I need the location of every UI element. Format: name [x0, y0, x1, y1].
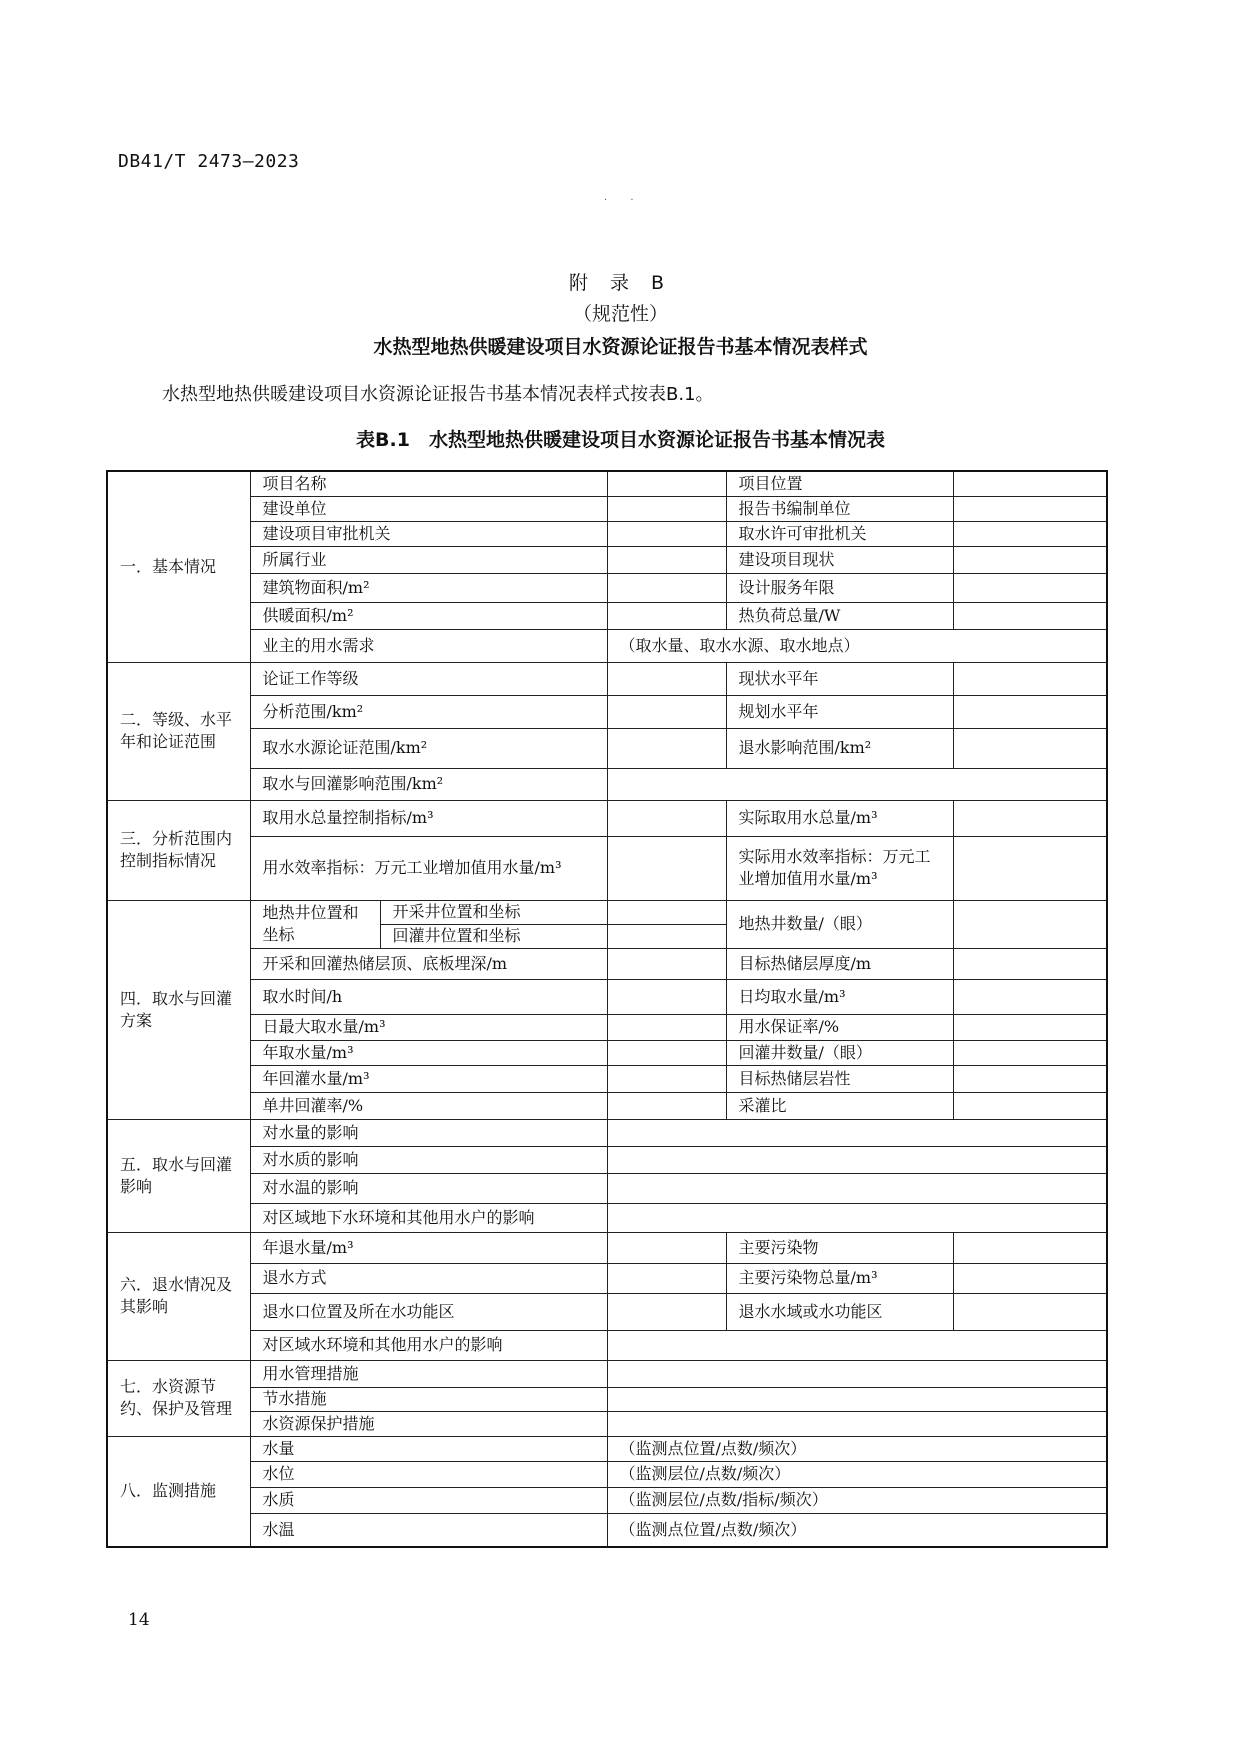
value-project-name[interactable]: [607, 471, 726, 496]
label-construction-unit: 建设单位: [250, 496, 607, 521]
value-monitor-temperature[interactable]: （监测点位置/点数/频次）: [607, 1513, 1107, 1547]
value-reservoir-thickness[interactable]: [953, 948, 1107, 979]
value-temperature-impact[interactable]: [607, 1173, 1107, 1203]
label-groundwater-impact: 对区域地下水环境和其他用水户的影响: [250, 1203, 607, 1232]
label-project-location: 项目位置: [726, 471, 953, 496]
label-monitor-level: 水位: [250, 1461, 607, 1487]
value-permit-authority[interactable]: [953, 521, 1107, 546]
value-outlet-location[interactable]: [607, 1293, 726, 1330]
label-work-grade: 论证工作等级: [250, 662, 607, 695]
label-actual-efficiency: 实际用水效率指标：万元工业增加值用水量/m³: [726, 836, 953, 900]
intro-paragraph: 水热型地热供暖建设项目水资源论证报告书基本情况表样式按表B.1。: [162, 384, 714, 405]
label-analysis-range: 分析范围/km²: [250, 695, 607, 728]
section-1-title: 一．基本情况: [107, 471, 250, 662]
label-industry: 所属行业: [250, 546, 607, 573]
value-analysis-range[interactable]: [607, 695, 726, 728]
section-2-title: 二．等级、水平年和论证范围: [107, 662, 250, 800]
label-heating-area: 供暖面积/m²: [250, 602, 607, 629]
decorative-dots: . .: [604, 192, 644, 203]
label-drainage-method: 退水方式: [250, 1263, 607, 1293]
value-drainage-method[interactable]: [607, 1263, 726, 1293]
label-service-years: 设计服务年限: [726, 573, 953, 602]
label-permit-authority: 取水许可审批机关: [726, 521, 953, 546]
value-project-location[interactable]: [953, 471, 1107, 496]
appendix-label: 附 录 B: [568, 272, 673, 294]
value-main-pollutant[interactable]: [953, 1232, 1107, 1263]
value-production-well[interactable]: [607, 900, 726, 924]
label-main-pollutant: 主要污染物: [726, 1232, 953, 1263]
label-report-unit: 报告书编制单位: [726, 496, 953, 521]
value-extraction-ratio[interactable]: [953, 1092, 1107, 1119]
label-quality-impact: 对水质的影响: [250, 1146, 607, 1173]
value-approval-authority[interactable]: [607, 521, 726, 546]
section-5-title: 五．取水与回灌影响: [107, 1119, 250, 1232]
appendix-title: 水热型地热供暖建设项目水资源论证报告书基本情况表样式: [373, 336, 868, 358]
label-reservoir-thickness: 目标热储层厚度/m: [726, 948, 953, 979]
value-industry[interactable]: [607, 546, 726, 573]
label-recharge-range: 取水与回灌影响范围/km²: [250, 768, 607, 800]
label-quantity-impact: 对水量的影响: [250, 1119, 607, 1146]
section-3-title: 三．分析范围内控制指标情况: [107, 800, 250, 900]
value-project-status[interactable]: [953, 546, 1107, 573]
label-withdrawal-time: 取水时间/h: [250, 979, 607, 1014]
label-single-well-rate: 单井回灌率/%: [250, 1092, 607, 1119]
value-monitor-level[interactable]: （监测层位/点数/频次）: [607, 1461, 1107, 1487]
value-saving-measures[interactable]: [607, 1387, 1107, 1411]
value-building-area[interactable]: [607, 573, 726, 602]
value-heating-area[interactable]: [607, 602, 726, 629]
value-annual-withdrawal[interactable]: [607, 1040, 726, 1065]
value-recharge-well[interactable]: [607, 924, 726, 948]
label-receiving-water: 退水水域或水功能区: [726, 1293, 953, 1330]
value-drainage-range[interactable]: [953, 728, 1107, 768]
label-reservoir-lithology: 目标热储层岩性: [726, 1065, 953, 1092]
label-recharge-well: 回灌井位置和坐标: [380, 924, 607, 948]
label-protection-measures: 水资源保护措施: [250, 1411, 607, 1436]
label-approval-authority: 建设项目审批机关: [250, 521, 607, 546]
value-withdrawal-time[interactable]: [607, 979, 726, 1014]
value-report-unit[interactable]: [953, 496, 1107, 521]
label-reservoir-depth: 开采和回灌热储层顶、底板埋深/m: [250, 948, 607, 979]
label-annual-recharge: 年回灌水量/m³: [250, 1065, 607, 1092]
label-planning-year: 规划水平年: [726, 695, 953, 728]
label-building-area: 建筑物面积/m²: [250, 573, 607, 602]
value-recharge-well-count[interactable]: [953, 1040, 1107, 1065]
label-saving-measures: 节水措施: [250, 1387, 607, 1411]
value-pollutant-total[interactable]: [953, 1263, 1107, 1293]
value-actual-total[interactable]: [953, 800, 1107, 836]
label-project-status: 建设项目现状: [726, 546, 953, 573]
value-water-environment-impact[interactable]: [607, 1330, 1107, 1360]
label-efficiency-index: 用水效率指标：万元工业增加值用水量/m³: [250, 836, 607, 900]
value-service-years[interactable]: [953, 573, 1107, 602]
label-temperature-impact: 对水温的影响: [250, 1173, 607, 1203]
label-management-measures: 用水管理措施: [250, 1360, 607, 1387]
label-actual-total: 实际取用水总量/m³: [726, 800, 953, 836]
label-monitor-quantity: 水量: [250, 1436, 607, 1461]
label-production-well: 开采井位置和坐标: [380, 900, 607, 924]
label-well-location: 地热井位置和坐标: [250, 900, 380, 948]
value-heat-load[interactable]: [953, 602, 1107, 629]
value-groundwater-impact[interactable]: [607, 1203, 1107, 1232]
label-water-demand: 业主的用水需求: [250, 629, 607, 662]
value-monitor-quantity[interactable]: （监测点位置/点数/频次）: [607, 1436, 1107, 1461]
label-guarantee-rate: 用水保证率/%: [726, 1014, 953, 1040]
value-daily-max[interactable]: [607, 1014, 726, 1040]
value-recharge-range[interactable]: [607, 768, 1107, 800]
label-daily-max: 日最大取水量/m³: [250, 1014, 607, 1040]
value-quantity-impact[interactable]: [607, 1119, 1107, 1146]
label-source-range: 取水水源论证范围/km²: [250, 728, 607, 768]
section-4-title: 四．取水与回灌方案: [107, 900, 250, 1119]
value-reservoir-lithology[interactable]: [953, 1065, 1107, 1092]
section-6-title: 六．退水情况及其影响: [107, 1232, 250, 1360]
label-monitor-quality: 水质: [250, 1487, 607, 1513]
label-annual-withdrawal: 年取水量/m³: [250, 1040, 607, 1065]
value-guarantee-rate[interactable]: [953, 1014, 1107, 1040]
value-current-year[interactable]: [953, 662, 1107, 695]
value-reservoir-depth[interactable]: [607, 948, 726, 979]
label-monitor-temperature: 水温: [250, 1513, 607, 1547]
label-outlet-location: 退水口位置及所在水功能区: [250, 1293, 607, 1330]
value-daily-avg[interactable]: [953, 979, 1107, 1014]
value-water-demand[interactable]: （取水量、取水水源、取水地点）: [607, 629, 1107, 662]
label-well-count: 地热井数量/（眼）: [726, 900, 953, 948]
value-well-count[interactable]: [953, 900, 1107, 948]
table-title: 表B.1 水热型地热供暖建设项目水资源论证报告书基本情况表: [356, 429, 885, 451]
page-number: 14: [128, 1610, 150, 1630]
value-work-grade[interactable]: [607, 662, 726, 695]
document-code: DB41/T 2473—2023: [118, 151, 300, 172]
label-total-control: 取用水总量控制指标/m³: [250, 800, 607, 836]
label-recharge-well-count: 回灌井数量/（眼）: [726, 1040, 953, 1065]
value-annual-recharge[interactable]: [607, 1065, 726, 1092]
value-receiving-water[interactable]: [953, 1293, 1107, 1330]
value-source-range[interactable]: [607, 728, 726, 768]
section-7-title: 七．水资源节约、保护及管理: [107, 1360, 250, 1436]
basic-info-table: [106, 470, 1108, 1548]
value-quality-impact[interactable]: [607, 1146, 1107, 1173]
label-daily-avg: 日均取水量/m³: [726, 979, 953, 1014]
section-8-title: 八．监测措施: [107, 1436, 250, 1547]
label-heat-load: 热负荷总量/W: [726, 602, 953, 629]
value-single-well-rate[interactable]: [607, 1092, 726, 1119]
label-pollutant-total: 主要污染物总量/m³: [726, 1263, 953, 1293]
value-efficiency-index[interactable]: [607, 836, 726, 900]
label-current-year: 现状水平年: [726, 662, 953, 695]
value-protection-measures[interactable]: [607, 1411, 1107, 1436]
value-actual-efficiency[interactable]: [953, 836, 1107, 900]
label-drainage-range: 退水影响范围/km²: [726, 728, 953, 768]
value-total-control[interactable]: [607, 800, 726, 836]
label-annual-drainage: 年退水量/m³: [250, 1232, 607, 1263]
label-extraction-ratio: 采灌比: [726, 1092, 953, 1119]
value-monitor-quality[interactable]: （监测层位/点数/指标/频次）: [607, 1487, 1107, 1513]
label-project-name: 项目名称: [250, 471, 607, 496]
value-construction-unit[interactable]: [607, 496, 726, 521]
appendix-normative: （规范性）: [572, 303, 668, 325]
value-planning-year[interactable]: [953, 695, 1107, 728]
value-annual-drainage[interactable]: [607, 1232, 726, 1263]
label-water-environment-impact: 对区域水环境和其他用水户的影响: [250, 1330, 607, 1360]
value-management-measures[interactable]: [607, 1360, 1107, 1387]
